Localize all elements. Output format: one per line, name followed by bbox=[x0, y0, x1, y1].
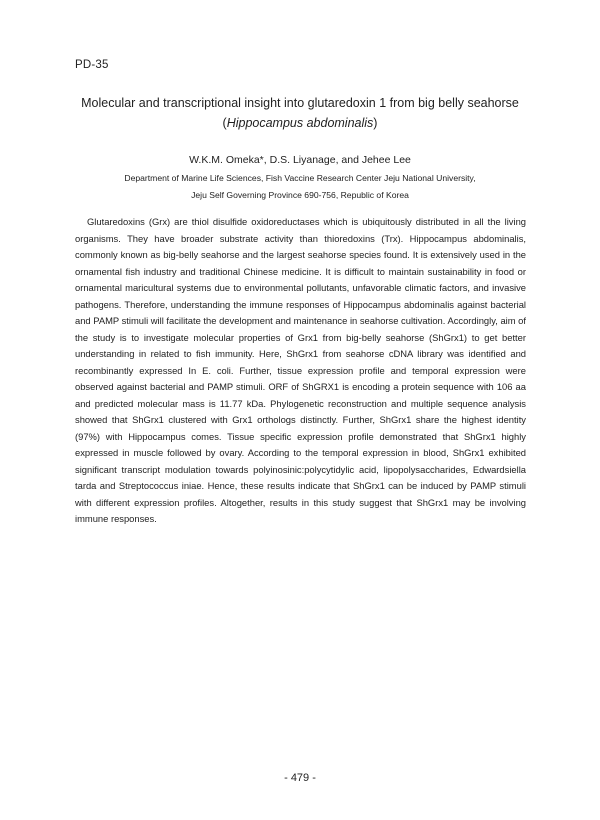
title-line-1: Molecular and transcriptional insight into glutaredoxin 1 from big belly seahorse bbox=[81, 96, 519, 110]
page-number: - 479 - bbox=[284, 772, 316, 784]
abstract-text: Glutaredoxins (Grx) are thiol disulfide oxidoreductases which is ubiquitously distributed in all the living organisms. They have broader substrate activity than thioredoxins (Trx). Hippocampus abdominalis, commonly known as big-belly seahorse and the largest seahorse species found. It is extensively used in the ornamental fish industry and traditional Chinese medicine. It is difficult to maintain sustainability in food or ornamental maricultural systems due to environmental pollutants, unfavorable climatic factors, and invasive pathogens. Therefore, understanding the immune responses of Hippocampus abdominalis against bacterial and PAMP stimuli will facilitate the development and maintenance in seahorse cultivation. Accordingly, aim of the study is to investigate molecular properties of Grx1 from big-belly seahorse (ShGrx1) to get better understanding in related to fish immunity. Here, ShGrx1 from seahorse cDNA library was identified and recombinantly expressed In E. coli. Further, tissue expression profile and temporal expression were observed against bacterial and PAMP stimuli. ORF of ShGRX1 is encoding a protein sequence with 106 aa and predicted molecular mass is 11.77 kDa. Phylogenetic reconstruction and multiple sequence analysis showed that ShGrx1 clustered with Grx1 orthologs distinctly. Further, ShGrx1 share the highest identity (97%) with Hippocampus comes. Tissue specific expression profile demonstrated that ShGrx1 highly expressed in muscle followed by ovary. According to the temporal expression in blood, ShGrx1 exhibited significant transcript modulation towards polyinosinic:polycytidylic acid, lipopolysaccharides, Edwardsiella tarda and Streptococcus iniae. Hence, these results indicate that ShGrx1 can be induced by PAMP stimuli with different expression profiles. Altogether, results in this study suggest that ShGrx1 may be involving immune responses. bbox=[75, 216, 526, 524]
species-name: Hippocampus abdominalis bbox=[226, 116, 374, 130]
paper-title bbox=[60, 93, 540, 133]
affiliation-line-1: Department of Marine Life Sciences, Fish Vaccine Research Center Jeju National University, bbox=[124, 173, 476, 183]
title-paren-close: ) bbox=[373, 116, 378, 130]
title-line-2 bbox=[60, 113, 540, 133]
page-id: PD-35 bbox=[75, 59, 109, 71]
authors: W.K.M. Omeka*, D.S. Liyanage, and Jehee Lee bbox=[189, 154, 411, 166]
title-paren-open: ( bbox=[222, 116, 227, 130]
affiliation-line-2: Jeju Self Governing Province 690-756, Republic of Korea bbox=[191, 190, 409, 200]
